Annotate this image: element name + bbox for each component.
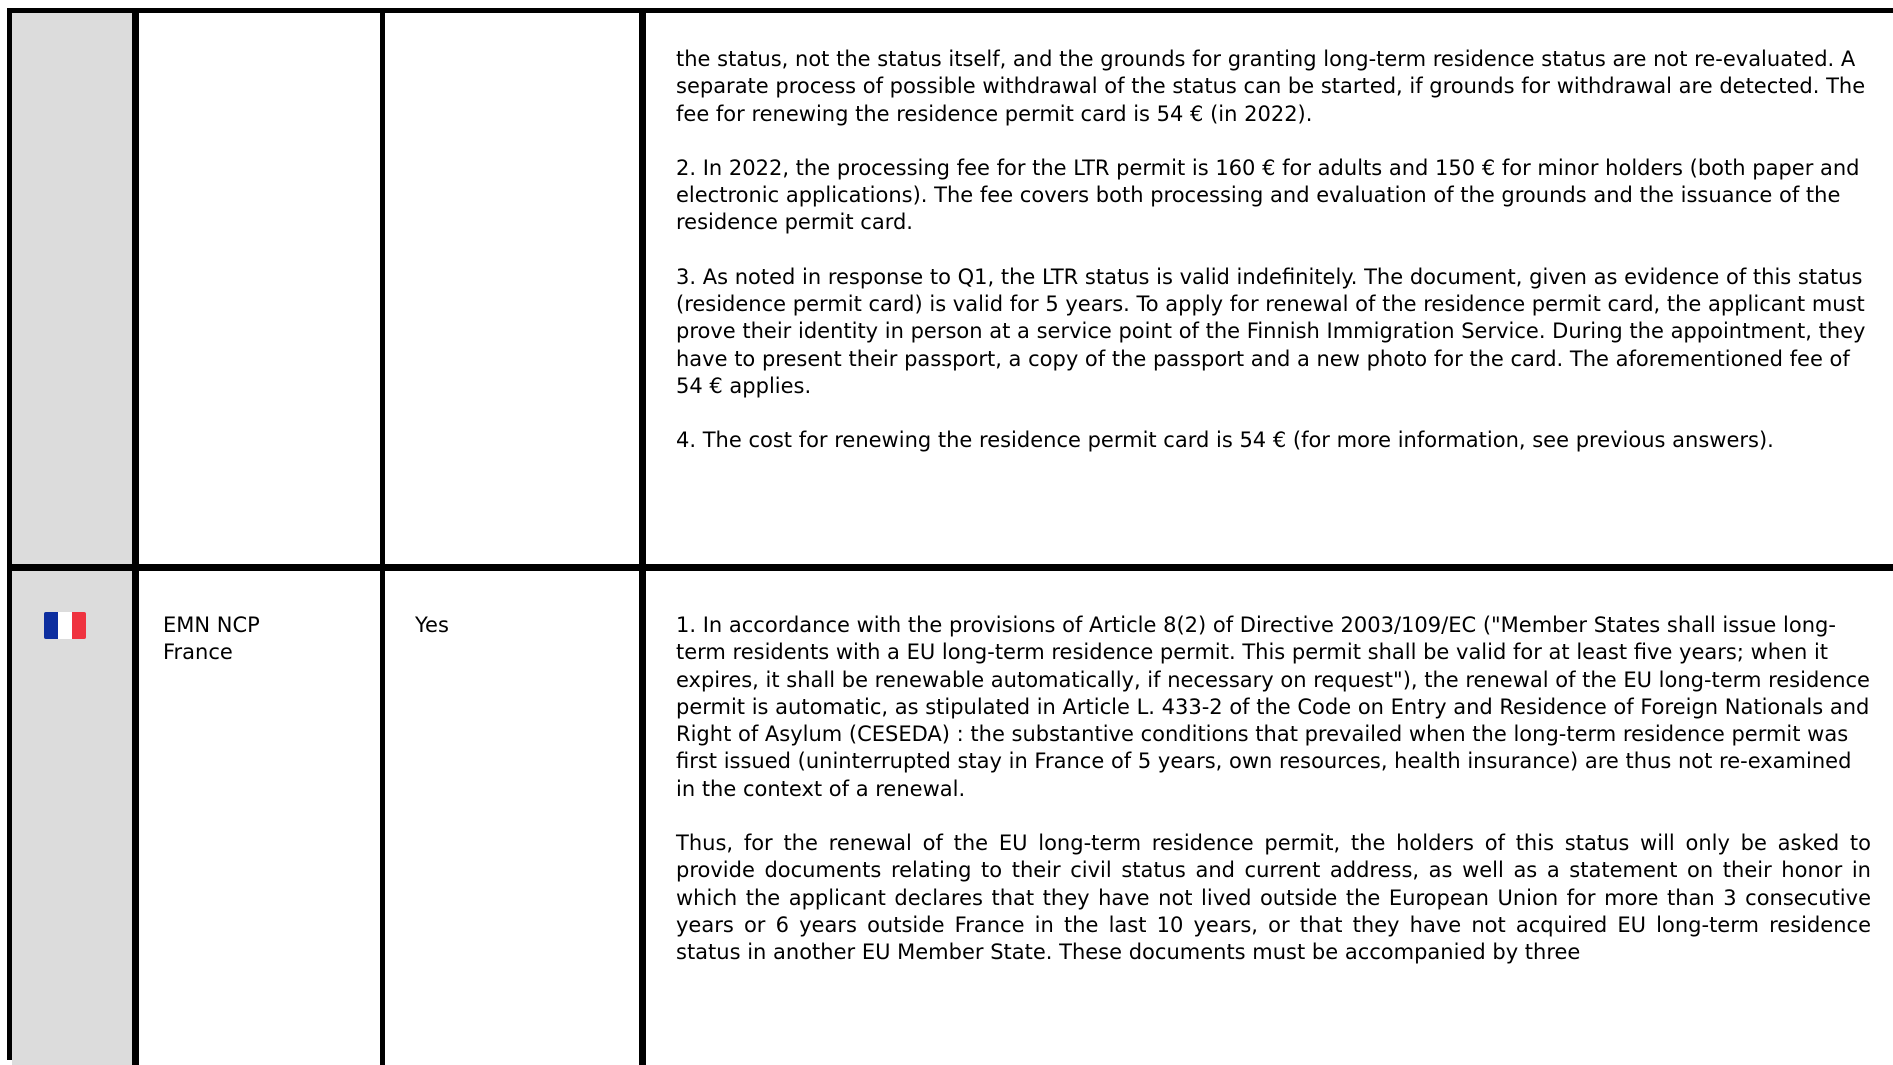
column-divider — [639, 13, 646, 1065]
row-divider — [12, 564, 1893, 571]
france-flag-icon — [44, 612, 86, 639]
answer-paragraph: 2. In 2022, the processing fee for the LTR permit is 160 € for adults and 150 € for minor holders (both paper and electronic applications). The fee covers both processing and evaluation of the grounds and the issuance of the residence permit card. — [676, 155, 1860, 235]
column-divider — [380, 13, 385, 1065]
answer-paragraph: 4. The cost for renewing the residence permit card is 54 € (for more information, see previous answers). — [676, 428, 1774, 453]
answer-cell-row1 — [676, 46, 1871, 482]
source-label: EMN NCP — [163, 613, 260, 637]
answer-paragraph: 3. As noted in response to Q1, the LTR status is valid indefinitely. The document, given as evidence of this status (residence permit card) is valid for 5 years. To apply for renewal of the residence permit card, the applicant must prove their identity in person at a service point of the Finnish Immigration Service. During the appointment, they have to present their passport, a copy of the passport and a new photo for the card. The aforementioned fee of 54 € applies. — [676, 264, 1866, 398]
response-cell-row2: Yes — [415, 613, 449, 637]
answer-paragraph: the status, not the status itself, and the grounds for granting long-term residence status are not re-evaluated. A separate process of possible withdrawal of the status can be started, if grounds for withdrawal are detected. The fee for renewing the residence permit card is 54 € (in 2022). — [676, 47, 1866, 126]
column-divider — [132, 13, 139, 1065]
source-label: France — [163, 640, 233, 665]
answer-cell-row2 — [676, 612, 1871, 994]
source-cell-row2 — [163, 612, 363, 667]
flag-column — [12, 13, 132, 1065]
answer-paragraph: Thus, for the renewal of the EU long-term residence permit, the holders of this status will only be asked to provide documents relating to their civil status and current address, as well as a statement on their honor in which the applicant declares that they have not lived outside the European Union for more than 3 consecutive years or 6 years outside France in the last 10 years, or that they have not acquired EU long-term residence status in another EU Member State. These documents must be accompanied by three — [676, 831, 1871, 965]
answer-paragraph: 1. In accordance with the provisions of Article 8(2) of Directive 2003/109/EC ("Member States shall issue long-term residents with a EU long-term residence permit. This permit shall be valid for at least five years; when it expires, it shall be renewable automatically, if necessary on request"), the renewal of the EU long-term residence permit is automatic, as stipulated in Article L. 433-2 of the Code on Entry and Residence of Foreign Nationals and Right of Asylum (CESEDA) : the substantive conditions that prevailed when the long-term residence permit was first issued (uninterrupted stay in France of 5 years, own resources, health insurance) are thus not re-examined in the context of a renewal. — [676, 613, 1870, 801]
